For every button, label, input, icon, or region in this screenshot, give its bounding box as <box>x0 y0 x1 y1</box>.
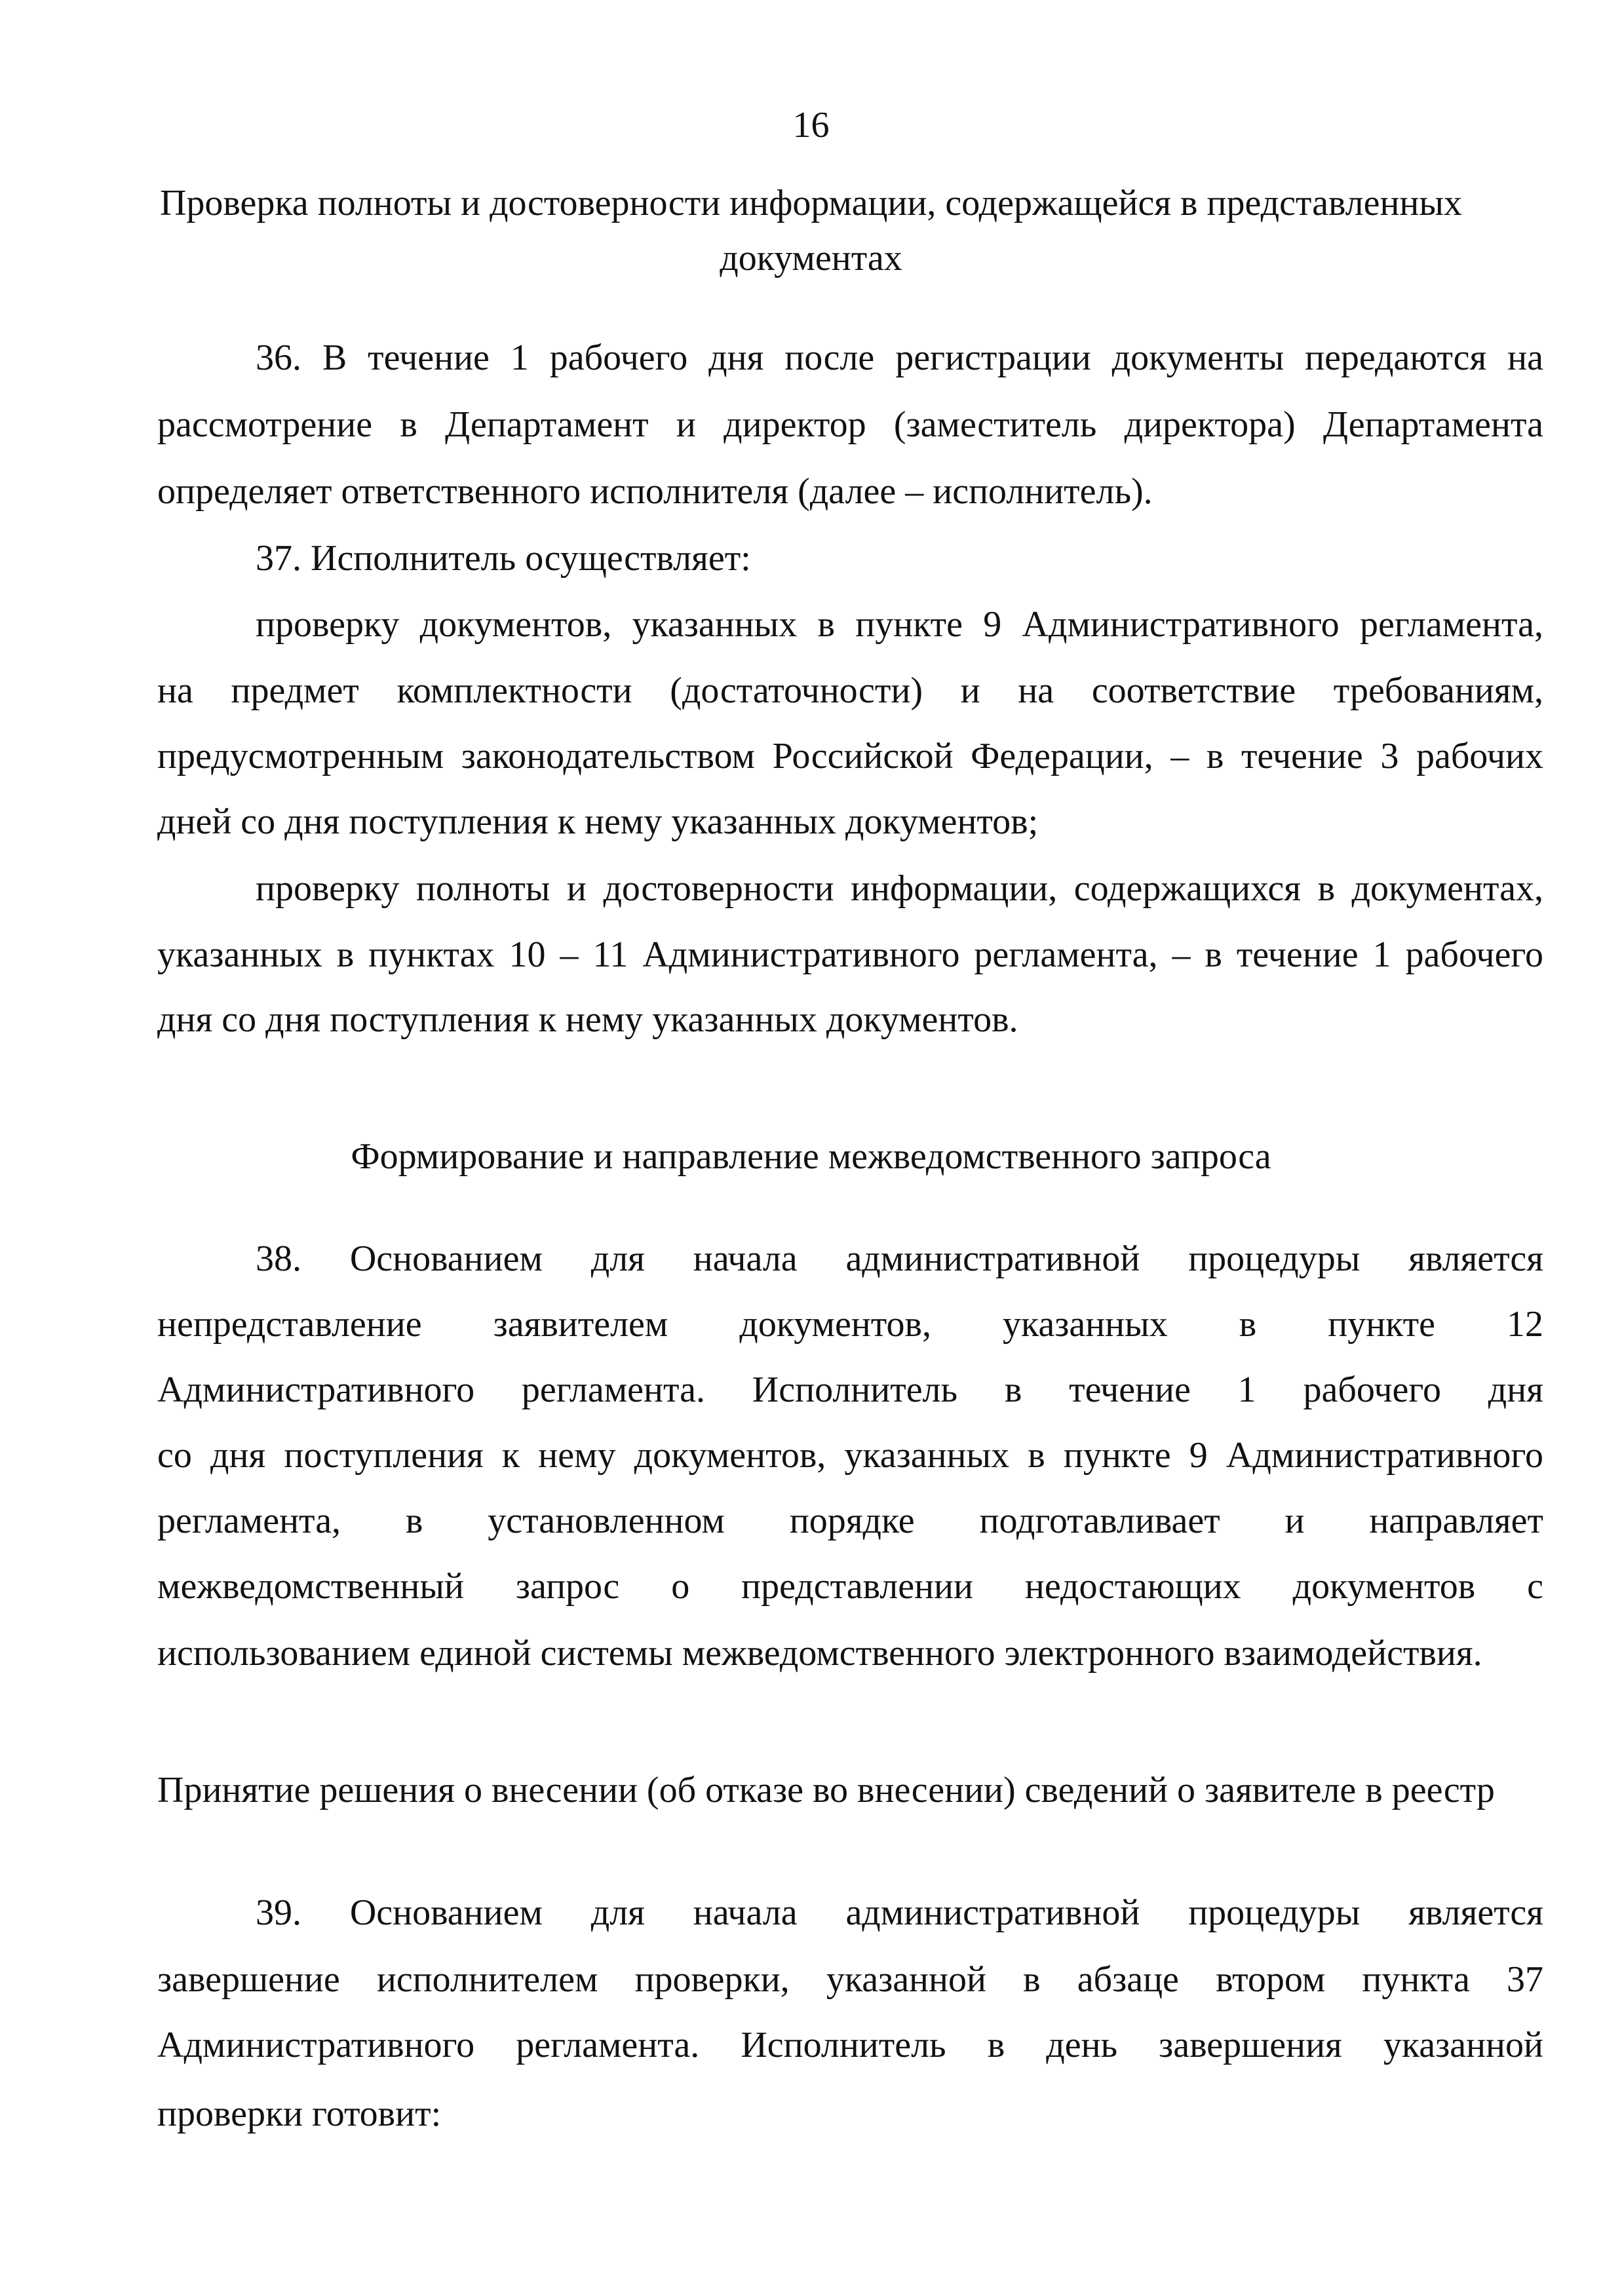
paragraph-38-line: непредставление заявителем документов, указанных в пункте 12 <box>157 1304 1543 1345</box>
paragraph-36-line: определяет ответственного исполнителя (далее – исполнитель). <box>157 471 1153 512</box>
paragraph-37-item2-line: дня со дня поступления к нему указанных документов. <box>157 999 1018 1040</box>
section-heading-interagency-request: Формирование и направление межведомственного запроса <box>351 1136 1271 1177</box>
section-heading-verification <box>157 176 1465 286</box>
paragraph-37-item1-line: на предмет комплектности (достаточности) и на соответствие требованиям, <box>157 670 1543 711</box>
section-heading-registry-decision: Принятие решения о внесении (об отказе во внесении) сведений о заявителе в реестр <box>157 1770 1495 1810</box>
paragraph-38-line: межведомственный запрос о представлении недостающих документов с <box>157 1566 1543 1607</box>
paragraph-38-line: использованием единой системы межведомственного электронного взаимодействия. <box>157 1633 1482 1674</box>
paragraph-38-line: Административного регламента. Исполнитель в течение 1 рабочего дня <box>157 1369 1543 1410</box>
paragraph-38-line: 38. Основанием для начала административной процедуры является <box>256 1238 1543 1279</box>
paragraph-37-intro: 37. Исполнитель осуществляет: <box>256 538 751 579</box>
paragraph-39-line: проверки готовит: <box>157 2094 442 2134</box>
paragraph-38-line: со дня поступления к нему документов, указанных в пункте 9 Административного <box>157 1435 1543 1476</box>
page-number: 16 <box>792 105 830 145</box>
heading-line: Проверка полноты и достоверности информации, содержащейся в представленных <box>159 183 1463 223</box>
paragraph-38-line: регламента, в установленном порядке подготавливает и направляет <box>157 1501 1543 1541</box>
paragraph-39-line: завершение исполнителем проверки, указанной в абзаце втором пункта 37 <box>157 1959 1543 2000</box>
paragraph-36-line: 36. В течение 1 рабочего дня после регистрации документы передаются на <box>256 337 1543 378</box>
paragraph-37-item1-line: предусмотренным законодательством Российской Федерации, – в течение 3 рабочих <box>157 736 1543 776</box>
paragraph-37-item1-line: дней со дня поступления к нему указанных документов; <box>157 801 1039 842</box>
paragraph-37-item2-line: проверку полноты и достоверности информации, содержащихся в документах, <box>256 868 1543 909</box>
paragraph-39-line: 39. Основанием для начала административной процедуры является <box>256 1892 1543 1933</box>
paragraph-36-line: рассмотрение в Департамент и директор (заместитель директора) Департамента <box>157 404 1543 445</box>
paragraph-37-item1-line: проверку документов, указанных в пункте 9 Административного регламента, <box>256 604 1543 645</box>
paragraph-39-line: Административного регламента. Исполнитель в день завершения указанной <box>157 2025 1543 2065</box>
heading-line: документах <box>720 238 902 278</box>
paragraph-37-item2-line: указанных в пунктах 10 – 11 Административного регламента, – в течение 1 рабочего <box>157 934 1543 975</box>
